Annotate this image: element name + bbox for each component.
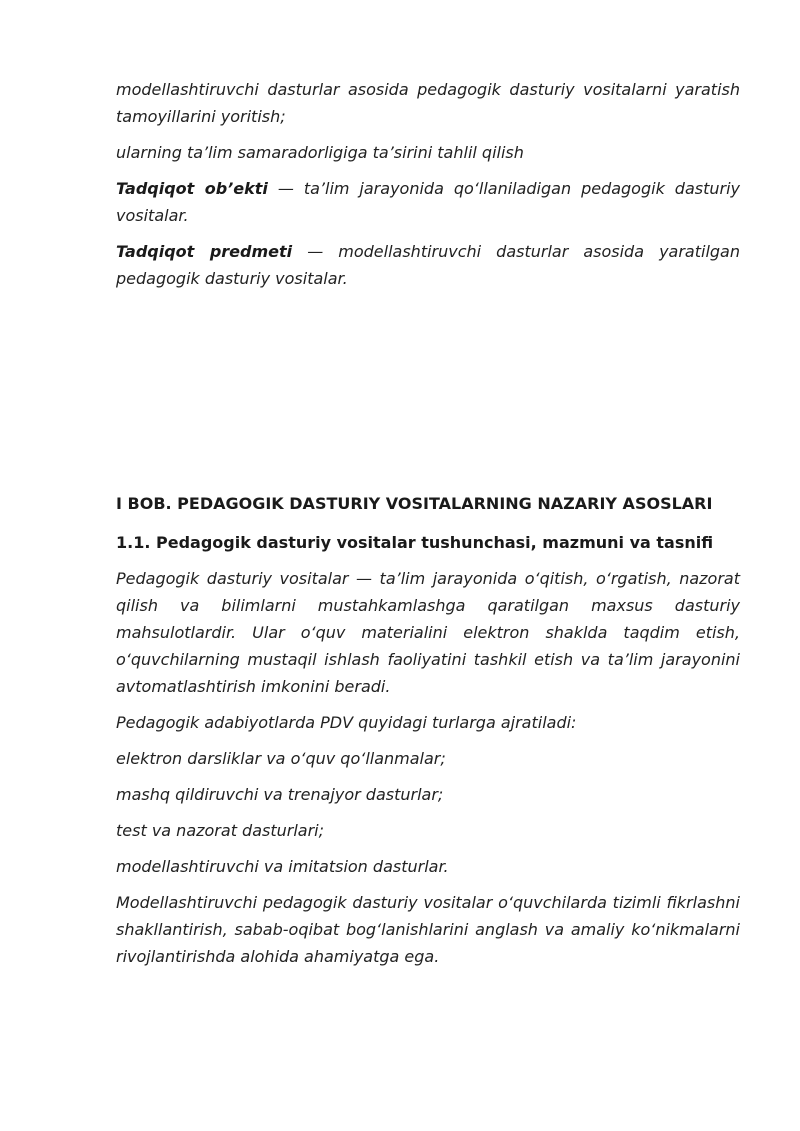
type-item: test va nazorat dasturlari; <box>116 821 324 840</box>
page-spacer <box>116 292 740 492</box>
chapter-title: I BOB. PEDAGOGIK DASTURIY VOSITALARNING NAZARIY ASOSLARI <box>116 494 713 513</box>
research-object-term: Tadqiqot ob’ekti <box>116 179 268 198</box>
research-subject-term: Tadqiqot predmeti <box>116 242 293 261</box>
document-page <box>116 76 740 970</box>
conclusion-paragraph: Modellashtiruvchi pedagogik dasturiy vositalar o‘quvchilarda tizimli fikrlashni shakllantirish, sabab-oqibat bog‘lanishlarini anglash va amaliy ko‘nikmalarni rivojlantirishda alohida ahamiyatga ega. <box>116 893 740 966</box>
type-item: elektron darsliklar va o‘quv qo‘llanmalar; <box>116 749 446 768</box>
research-subject-paragraph <box>116 238 740 292</box>
research-subject-text: — modellashtiruvchi dasturlar asosida yaratilgan pedagogik dasturiy vositalar. <box>116 242 741 288</box>
type-item: mashq qildiruvchi va trenajyor dasturlar; <box>116 785 444 804</box>
intro-paragraph-1: modellashtiruvchi dasturlar asosida pedagogik dasturiy vositalarni yaratish tamoyillarini yoritish; <box>116 80 740 126</box>
research-object-text: — ta’lim jarayonida qo‘llaniladigan pedagogik dasturiy vositalar. <box>116 179 741 225</box>
definition-paragraph: Pedagogik dasturiy vositalar — ta’lim jarayonida o‘qitish, o‘rgatish, nazorat qilish va bilimlarni mustahkamlashga qaratilgan maxsus dasturiy mahsulotlardir. Ular o‘quv materialini elektron shaklda taqdim etish, o‘quvchilarning mustaqil ishlash faoliyatini tashkil etish va ta’lim jarayonini avtomatlashtirish imkonini beradi. <box>116 569 740 696</box>
classification-intro: Pedagogik adabiyotlarda PDV quyidagi turlarga ajratiladi: <box>116 713 577 732</box>
type-item: modellashtiruvchi va imitatsion dasturlar. <box>116 857 449 876</box>
section-title: 1.1. Pedagogik dasturiy vositalar tushunchasi, mazmuni va tasnifi <box>116 533 714 552</box>
intro-paragraph-2: ularning ta’lim samaradorligiga ta’sirini tahlil qilish <box>116 143 524 162</box>
research-object-paragraph <box>116 175 740 229</box>
